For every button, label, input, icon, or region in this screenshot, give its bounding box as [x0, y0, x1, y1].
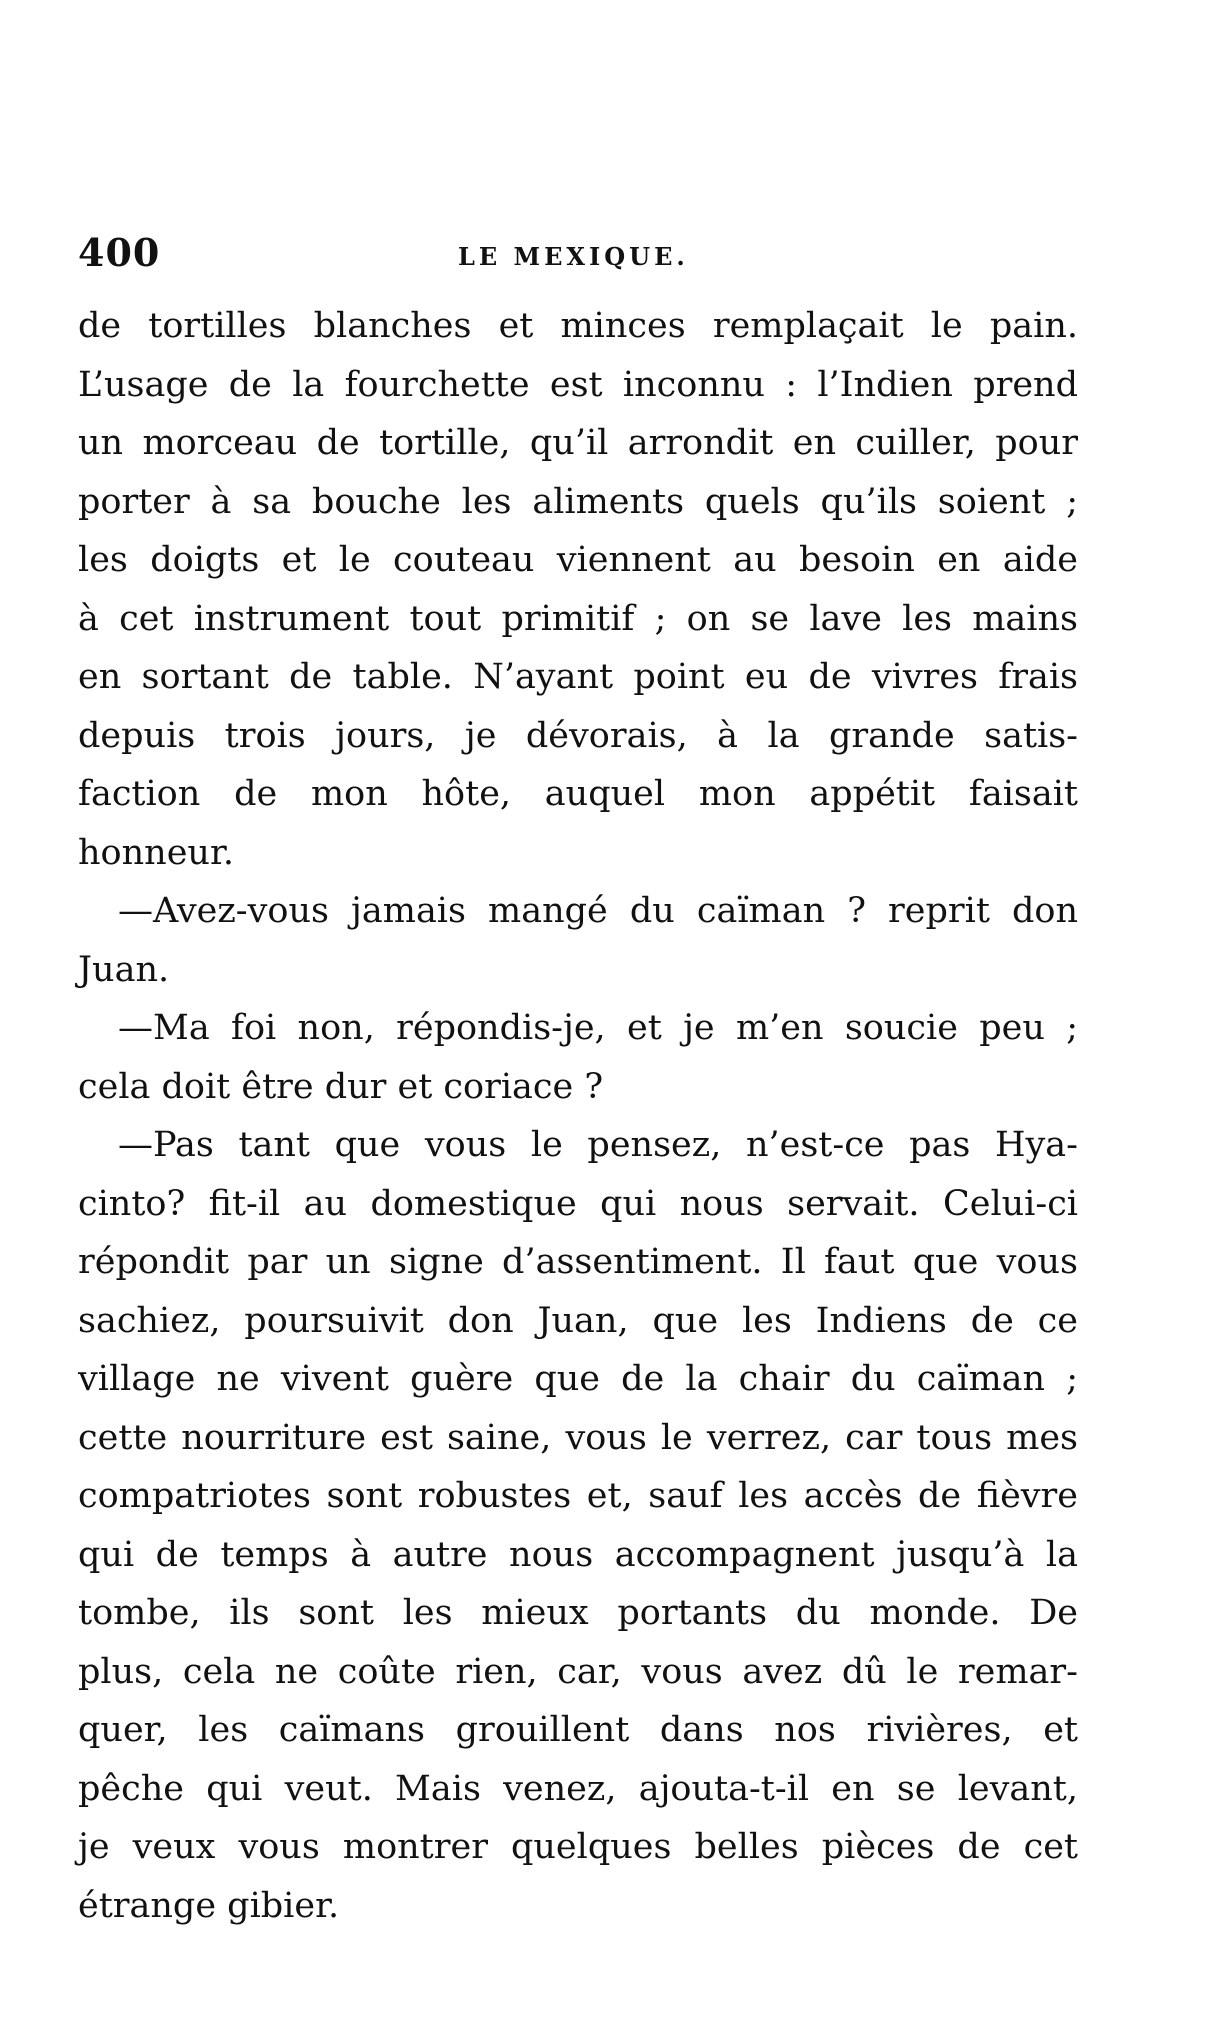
text-line: qui de temps à autre nous accompagnent jusqu’à la — [78, 1534, 1078, 1575]
text-line: cinto? fit-il au domestique qui nous servait. Celui-ci — [78, 1183, 1078, 1224]
text-line: de tortilles blanches et minces remplaçait le pain. — [78, 306, 1078, 346]
text-line: L’usage de la fourchette est inconnu : l’Indien prend — [78, 364, 1078, 405]
text-line: —Avez-vous jamais mangé du caïman ? reprit don — [118, 891, 1078, 931]
text-line: je veux vous montrer quelques belles pièces de cet — [78, 1827, 1078, 1867]
text-line: depuis trois jours, je dévorais, à la grande satis- — [78, 715, 1078, 756]
text-line: pêche qui veut. Mais venez, ajouta-t-il en se levant, — [78, 1768, 1078, 1809]
text-line: compatriotes sont robustes et, sauf les accès de fièvre — [78, 1476, 1078, 1516]
text-line: Juan. — [78, 949, 170, 990]
running-head — [78, 230, 1078, 290]
text-body — [78, 297, 1078, 1935]
text-line: sachiez, poursuivit don Juan, que les Indiens de ce — [78, 1300, 1078, 1341]
text-line: tombe, ils sont les mieux portants du monde. De — [78, 1593, 1078, 1633]
running-title: LE MEXIQUE. — [458, 242, 689, 271]
text-line: en sortant de table. N’ayant point eu de vivres frais — [78, 657, 1078, 697]
text-line: —Ma foi non, répondis-je, et je m’en soucie peu ; — [118, 1008, 1078, 1048]
text-line: étrange gibier. — [78, 1885, 340, 1926]
text-line: village ne vivent guère que de la chair du caïman ; — [78, 1359, 1078, 1399]
text-line: honneur. — [78, 832, 234, 873]
page-number: 400 — [78, 230, 161, 275]
text-line: —Pas tant que vous le pensez, n’est-ce pas Hya- — [118, 1125, 1078, 1165]
text-line: porter à sa bouche les aliments quels qu’ils soient ; — [78, 481, 1078, 522]
text-line: cette nourriture est saine, vous le verrez, car tous mes — [78, 1417, 1078, 1458]
text-line: cela doit être dur et coriace ? — [78, 1066, 604, 1107]
text-line: les doigts et le couteau viennent au besoin en aide — [78, 540, 1078, 580]
text-line: quer, les caïmans grouillent dans nos rivières, et — [78, 1710, 1078, 1750]
text-line: à cet instrument tout primitif ; on se lave les mains — [78, 598, 1078, 639]
text-line: faction de mon hôte, auquel mon appétit faisait — [78, 774, 1078, 814]
text-line: répondit par un signe d’assentiment. Il faut que vous — [78, 1242, 1078, 1282]
text-line: plus, cela ne coûte rien, car, vous avez dû le remar- — [78, 1651, 1078, 1692]
text-line: un morceau de tortille, qu’il arrondit en cuiller, pour — [78, 423, 1078, 463]
